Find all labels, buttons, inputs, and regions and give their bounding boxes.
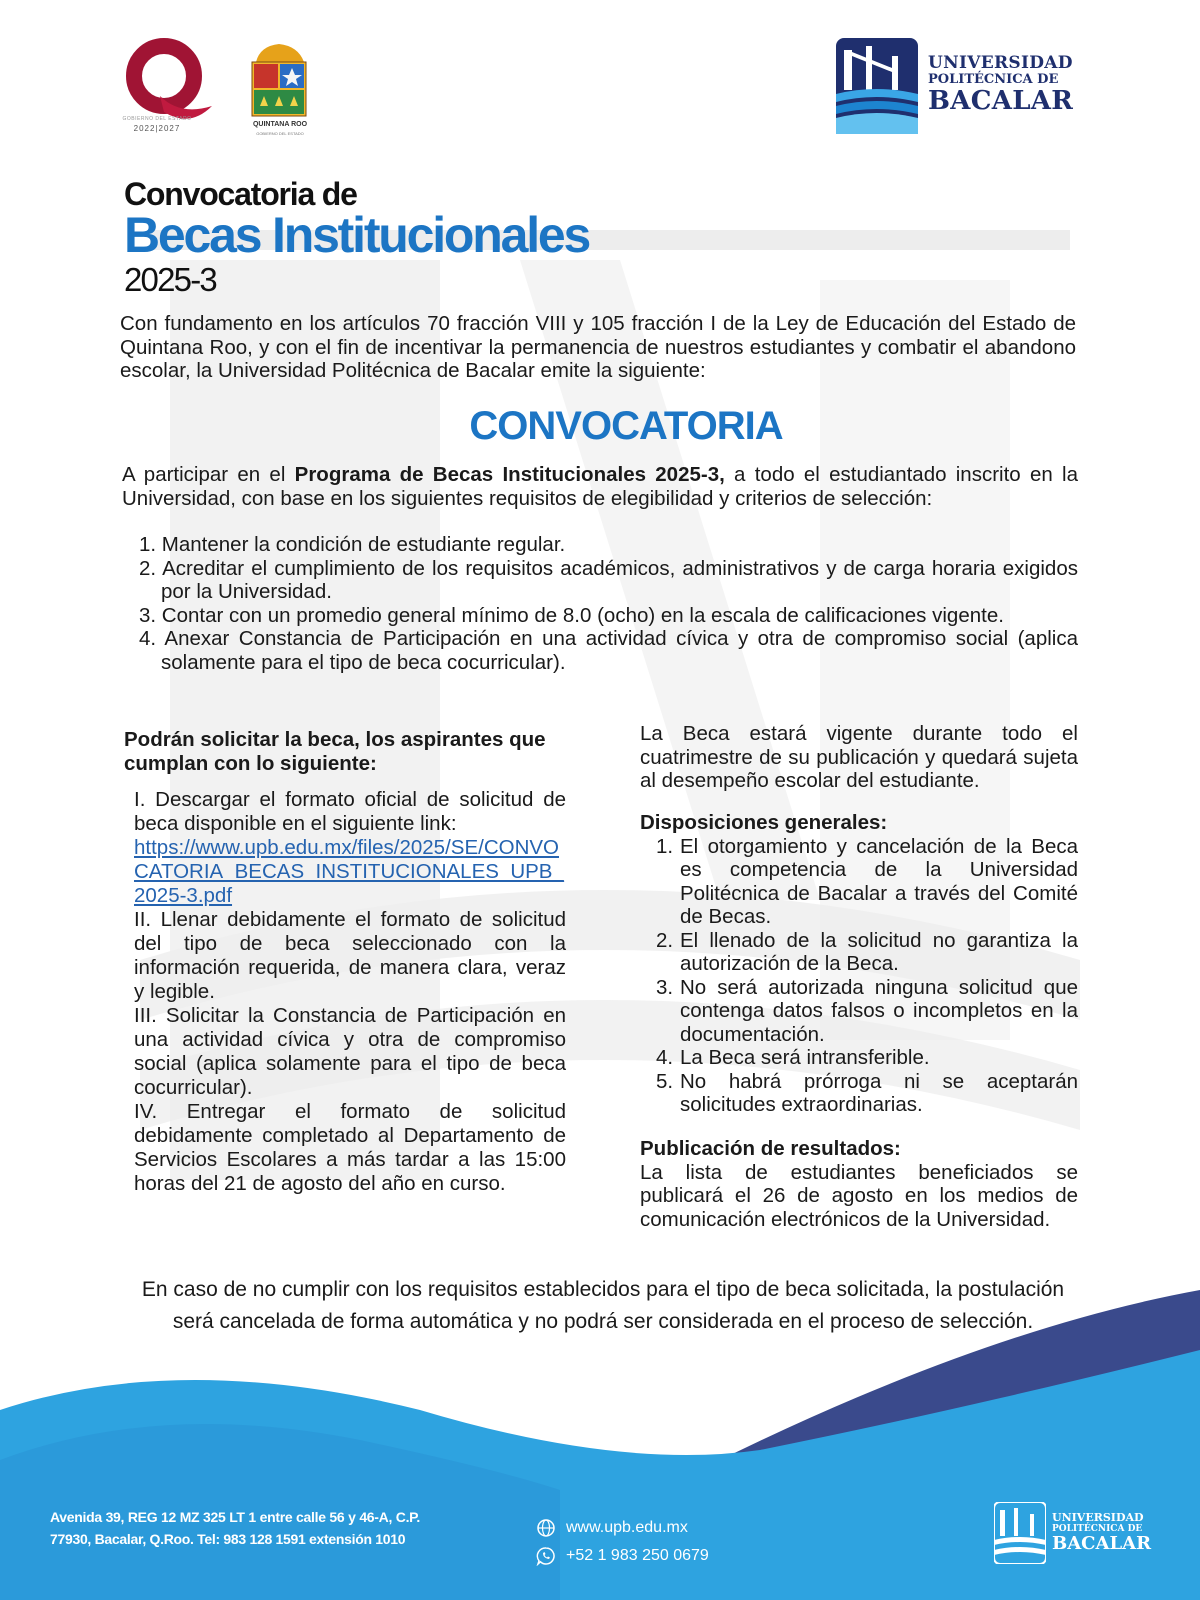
- step-3: III. Solicitar la Constancia de Participación en una actividad cívica y otra de compromiso social (aplica solamente para el tipo de beca cocurricular).: [134, 1004, 566, 1099]
- conditions-section: [640, 722, 1078, 1231]
- list-item: 1. El otorgamiento y cancelación de la Beca es competencia de la Universidad Politécnica de Bacalar a través del Comité de Becas.: [656, 834, 1078, 928]
- phone-number[interactable]: +52 1 983 250 0679: [566, 1547, 709, 1564]
- footer-address: Avenida 39, REG 12 MZ 325 LT 1 entre calle 56 y 46-A, C.P. 77930, Bacalar, Q.Roo. Tel: 983 128 1591 extensión 1010: [50, 1509, 420, 1547]
- list-item: 2. Acreditar el cumplimiento de los requisitos académicos, administrativos y de carga horaria exigidos por la Universidad.: [139, 556, 1078, 603]
- step-2: II. Llenar debidamente el formato de solicitud del tipo de beca seleccionado con la información requerida, de manera clara, veraz y legible.: [134, 908, 566, 1003]
- list-item: 4. La Beca será intransferible.: [656, 1046, 930, 1069]
- requirements-list: [139, 533, 1078, 674]
- vigencia-paragraph: La Beca estará vigente durante todo el cuatrimestre de su publicación y quedará sujeta al desempeño escolar del estudiante.: [640, 722, 1078, 792]
- list-item: 4. Anexar Constancia de Participación en una actividad cívica y otra de compromiso social (aplica solamente para el tipo de beca cocurricular).: [139, 627, 1078, 674]
- upb-bridge-logo-icon: [836, 38, 918, 134]
- title-period: 2025-3: [124, 261, 216, 298]
- whatsapp-icon: [536, 1546, 556, 1566]
- step-1: I. Descargar el formato oficial de solicitud de beca disponible en el siguiente link:: [134, 788, 566, 835]
- convocatoria-heading: CONVOCATORIA: [469, 404, 783, 448]
- list-item: 5. No habrá prórroga ni se aceptarán solicitudes extraordinarias.: [656, 1069, 1078, 1116]
- list-item: 2. El llenado de la solicitud no garantiza la autorización de la Beca.: [656, 928, 1078, 975]
- footer-contact: [536, 1514, 709, 1570]
- publicacion-paragraph: La lista de estudiantes beneficiados se publicará el 26 de agosto en los medios de comunicación electrónicos de la Universidad.: [640, 1160, 1078, 1231]
- list-item: 3. No será autorizada ninguna solicitud que contenga datos falsos o incompletos en la documentación.: [656, 975, 1078, 1046]
- publicacion-heading: Publicación de resultados:: [640, 1136, 901, 1160]
- quintana-logo-caption: GOBIERNO DEL ESTADO 2022|2027: [122, 116, 192, 133]
- list-item: 1. Mantener la condición de estudiante regular.: [139, 533, 566, 556]
- shield-caption: QUINTANA ROO GOBIERNO DEL ESTADO: [252, 121, 308, 136]
- upb-logo-wordmark: UNIVERSIDAD POLITÉCNICA DE BACALAR: [928, 53, 1074, 116]
- footer-upb-logo: UNIVERSIDAD POLITÉCNICA DE BACALAR: [994, 1502, 1151, 1564]
- application-steps-section: [124, 728, 566, 1196]
- title-line-1: Convocatoria de: [124, 176, 357, 212]
- final-note: En caso de no cumplir con los requisitos establecidos para el tipo de beca solicitada, la postulación será cancelada de forma automática y no podrá ser considerada en el proceso de selección.: [141, 1278, 1065, 1333]
- intro-paragraph: Con fundamento en los artículos 70 fracción VIII y 105 fracción I de la Ley de Educación del Estado de Quintana Roo, y con el fin de incentivar la permanencia de nuestros estudiantes y combatir el abandono escolar, la Universidad Politécnica de Bacalar emite la siguiente:: [120, 312, 1076, 382]
- list-item: 3. Contar con un promedio general mínimo de 8.0 (ocho) en la escala de calificaciones vigente.: [139, 603, 1004, 627]
- participar-paragraph: A participar en el Programa de Becas Institucionales 2025-3, a todo el estudiantado inscrito en la Universidad, con base en los siguientes requisitos de elegibilidad y criterios de selección:: [122, 463, 1078, 510]
- quintana-roo-shield-icon: [246, 40, 312, 120]
- page-title: Becas Institucionales: [124, 207, 590, 263]
- steps-heading: Podrán solicitar la beca, los aspirantes que cumplan con lo siguiente:: [124, 728, 546, 775]
- program-name: Programa de Becas Institucionales 2025-3,: [294, 463, 725, 486]
- website-link[interactable]: www.upb.edu.mx: [566, 1519, 688, 1536]
- globe-icon: [536, 1518, 556, 1538]
- disposiciones-list: [640, 835, 1078, 1117]
- step-4: IV. Entregar el formato de solicitud debidamente completado al Departamento de Servicios Escolares a más tardar a las 15:00 horas del 21 de agosto del año en curso.: [134, 1100, 566, 1195]
- disposiciones-heading: Disposiciones generales:: [640, 810, 888, 834]
- upb-bridge-logo-icon: [994, 1502, 1046, 1564]
- formato-link[interactable]: https://www.upb.edu.mx/files/2025/SE/CONVOCATORIA_BECAS_INSTITUCIONALES_UPB_2025-3.pdf: [134, 836, 564, 907]
